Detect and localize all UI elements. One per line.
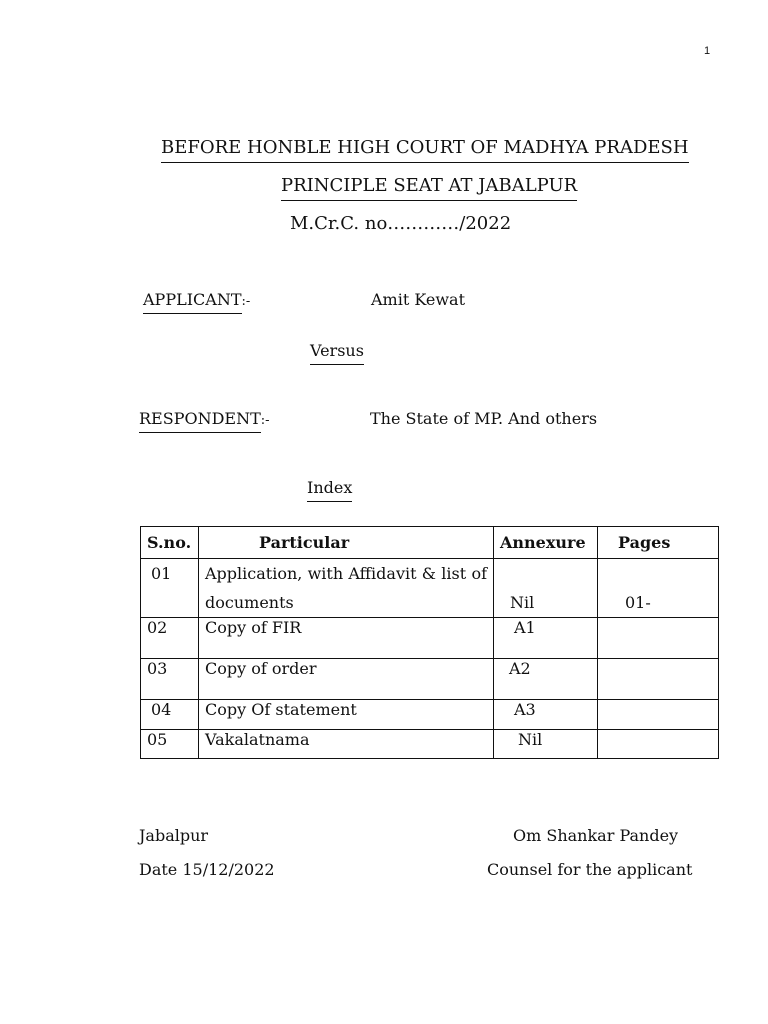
table-row — [141, 559, 719, 618]
date: Date 15/12/2022 — [139, 860, 275, 879]
cell-sno: 02 — [141, 618, 199, 659]
cell-sno: 05 — [141, 730, 199, 759]
cell-sno: 01 — [141, 559, 199, 618]
applicant-name: Amit Kewat — [371, 290, 466, 309]
page-number: 1 — [704, 45, 711, 57]
place: Jabalpur — [139, 826, 209, 845]
table-row — [141, 618, 719, 659]
header-particular: Particular — [199, 527, 494, 559]
cell-pages — [598, 618, 719, 659]
cell-particular: Copy of order — [199, 659, 494, 700]
cell-sno: 04 — [141, 700, 199, 730]
counsel-role: Counsel for the applicant — [487, 860, 693, 879]
court-heading: BEFORE HONBLE HIGH COURT OF MADHYA PRADESH — [161, 137, 689, 163]
table-header-row — [141, 527, 719, 559]
header-pages: Pages — [598, 527, 719, 559]
header-sno: S.no. — [141, 527, 199, 559]
table-row — [141, 730, 719, 759]
cell-pages — [598, 659, 719, 700]
counsel-name: Om Shankar Pandey — [513, 826, 679, 845]
respondent-label: RESPONDENT — [139, 409, 261, 433]
cell-particular: Copy of FIR — [199, 618, 494, 659]
cell-particular: Copy Of statement — [199, 700, 494, 730]
cell-annexure: A2 — [494, 659, 598, 700]
table-row — [141, 659, 719, 700]
case-number: M.Cr.C. no…………/2022 — [290, 213, 512, 234]
cell-pages — [598, 700, 719, 730]
index-table — [140, 526, 719, 759]
header-annexure: Annexure — [494, 527, 598, 559]
respondent-line — [139, 409, 270, 428]
cell-particular: Vakalatnama — [199, 730, 494, 759]
respondent-separator: :- — [260, 413, 270, 428]
applicant-line — [143, 290, 250, 309]
cell-particular: Application, with Affidavit & list of documents — [199, 559, 494, 618]
index-title: Index — [307, 478, 352, 502]
cell-sno: 03 — [141, 659, 199, 700]
versus-label: Versus — [310, 341, 364, 365]
seat-heading: PRINCIPLE SEAT AT JABALPUR — [281, 175, 577, 201]
cell-annexure: Nil — [494, 730, 598, 759]
cell-annexure: Nil — [494, 559, 598, 618]
cell-pages — [598, 730, 719, 759]
applicant-label: APPLICANT — [143, 290, 242, 314]
respondent-name: The State of MP. And others — [370, 409, 598, 428]
cell-annexure: A3 — [494, 700, 598, 730]
table-row — [141, 700, 719, 730]
applicant-separator: :- — [241, 294, 251, 309]
cell-pages: 01- — [598, 559, 719, 618]
cell-annexure: A1 — [494, 618, 598, 659]
